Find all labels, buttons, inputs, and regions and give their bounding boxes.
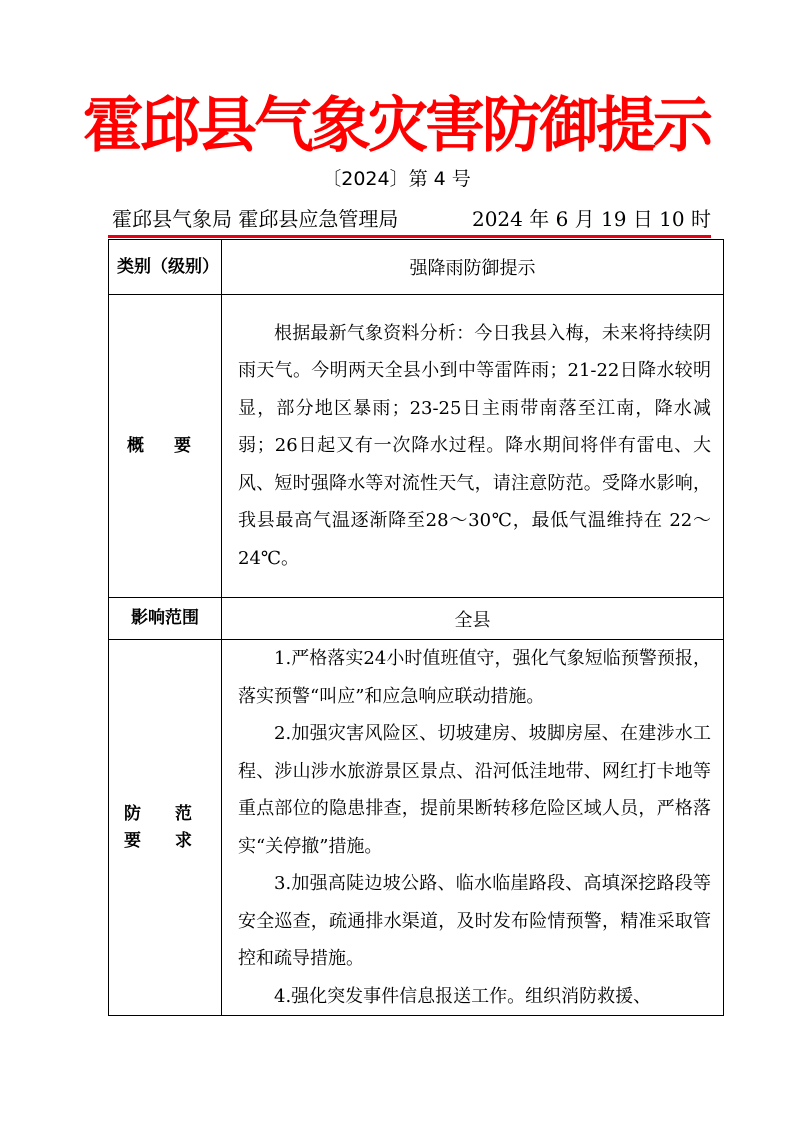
- requirement-item: 2.加强灾害风险区、切坡建房、坡脚房屋、在建涉水工程、涉山涉水旅游景区景点、沿河低洼地带、网红打卡地等重点部位的隐患排查，提前果断转移危险区域人员，严格落实“关停撤”措施。: [238, 723, 711, 857]
- requirements-list: [222, 640, 723, 1015]
- red-divider-line: [108, 235, 711, 238]
- category-label-cell: [109, 240, 222, 295]
- requirements-label-line-1: 防 范: [124, 803, 206, 824]
- category-value-cell: [222, 240, 724, 295]
- issue-datetime: 2024 年 6 月 19 日 10 时: [471, 207, 711, 231]
- summary-text: 根据最新气象资料分析：今日我县入梅，未来将持续阴雨天气。今明两天全县小到中等雷阵雨；21-22日降水较明显，部分地区暴雨；23-25日主雨带南落至江南，降水减弱；26日起又有一次降水过程。降水期间将伴有雷电、大风、短时强降水等对流性天气，请注意防范。受降水影响，我县最高气温逐渐降至28～30℃，最低气温维持在 22～24℃。: [238, 322, 711, 569]
- scope-label-cell: [109, 598, 222, 640]
- warning-table: [108, 239, 724, 1016]
- table-row-category: [109, 240, 724, 295]
- table-row-summary: [109, 295, 724, 598]
- summary-label-cell: [109, 295, 222, 598]
- scope-value: 全县: [454, 609, 491, 631]
- category-label: 类别（级别）: [117, 256, 219, 277]
- scope-label: 影响范围: [131, 608, 199, 628]
- table-row-requirements: [109, 640, 724, 1016]
- summary-content-cell: [222, 295, 724, 598]
- scope-value-cell: [222, 598, 724, 640]
- category-value: 强降雨防御提示: [409, 258, 536, 279]
- table-row-scope: [109, 598, 724, 640]
- requirement-item: 1.严格落实24小时值班值守，强化气象短临预警预报，落实预警“叫应”和应急响应联动措施。: [238, 648, 711, 707]
- issuing-agencies: 霍邱县气象局 霍邱县应急管理局: [112, 207, 399, 231]
- requirements-label-line-2: 要 求: [124, 830, 206, 851]
- requirements-content-cell: [222, 640, 724, 1016]
- requirements-label-cell: [109, 640, 222, 1016]
- document-number: 〔2024〕第 4 号: [322, 168, 471, 190]
- requirement-item: 3.加强高陡边坡公路、临水临崖路段、高填深挖路段等安全巡查，疏通排水渠道，及时发布险情预警，精准采取管控和疏导措施。: [238, 873, 711, 969]
- summary-label: 概 要: [127, 435, 203, 456]
- requirement-item: 4.强化突发事件信息报送工作。组织消防救援、: [274, 985, 652, 1007]
- document-title: 霍邱县气象灾害防御提示: [83, 91, 710, 161]
